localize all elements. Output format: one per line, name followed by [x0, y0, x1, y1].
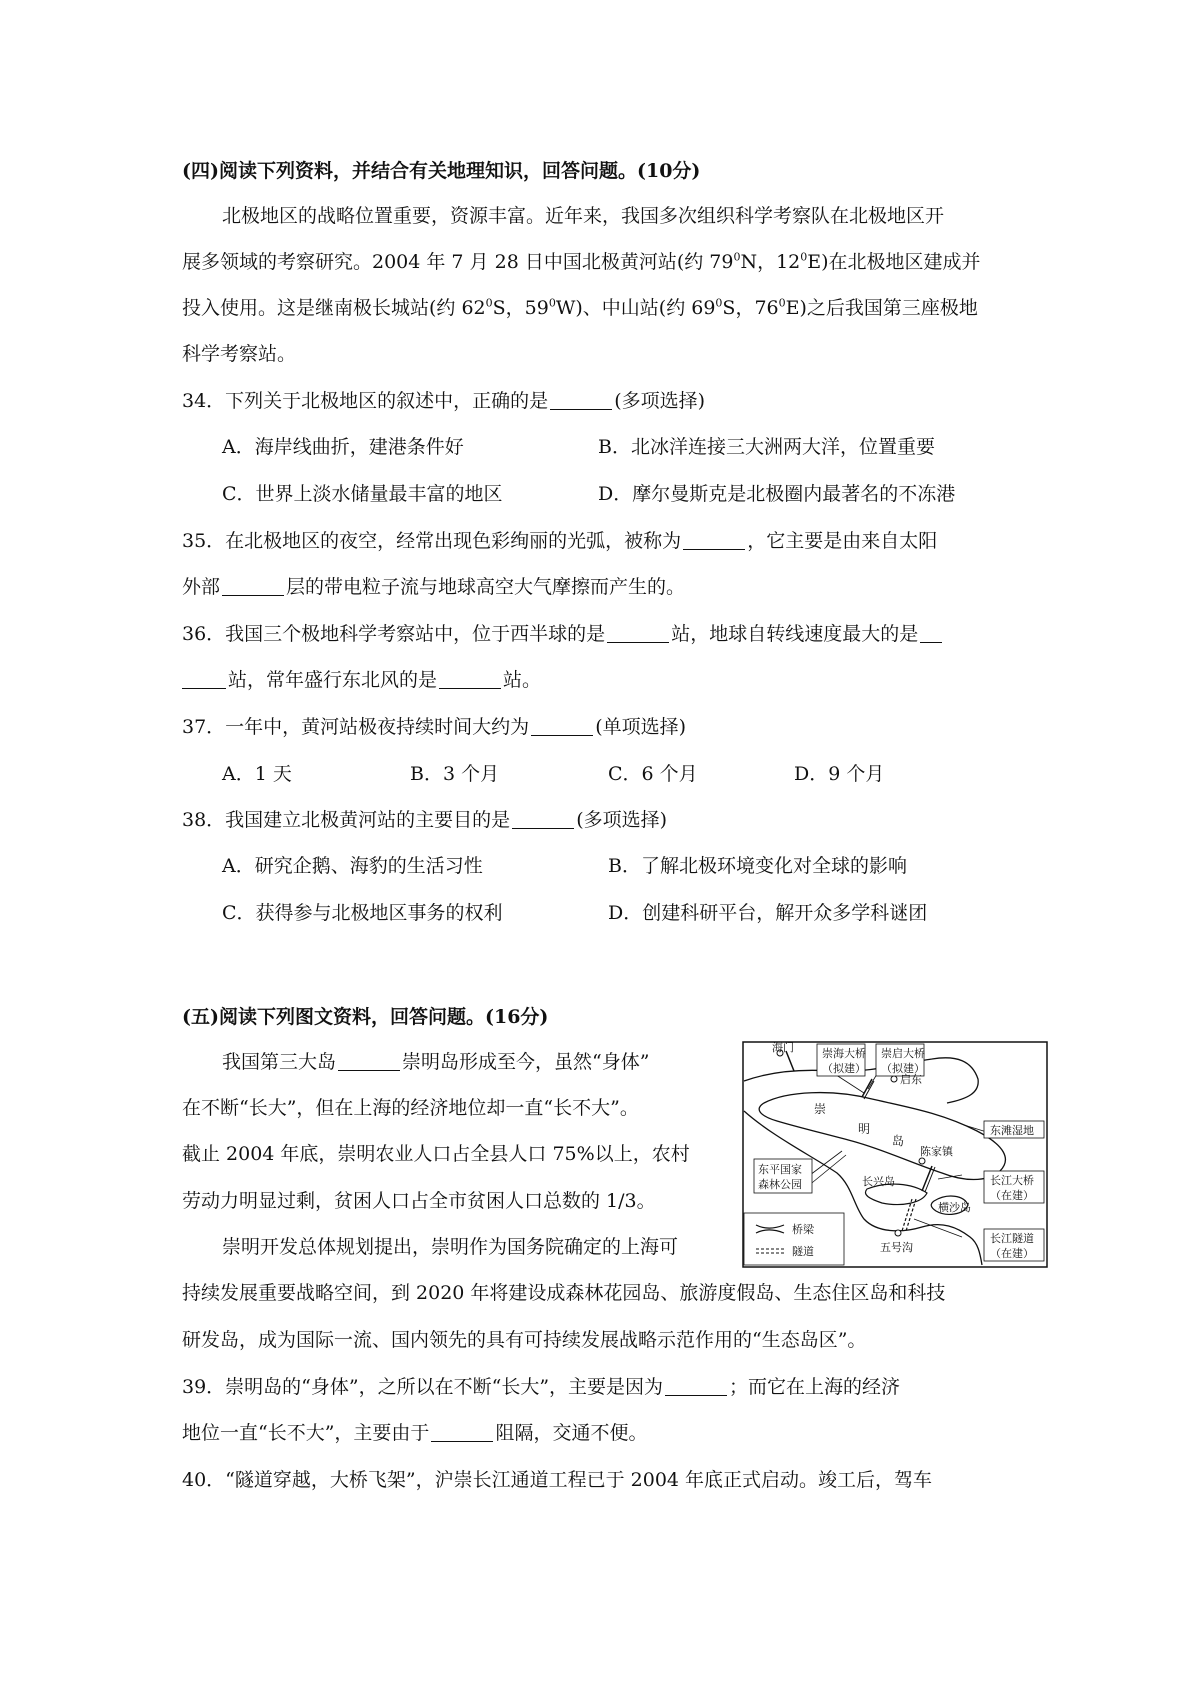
label-island-char3: 岛: [892, 1134, 905, 1148]
q34-stem: 34．下列关于北极地区的叙述中，正确的是 (多项选择): [182, 390, 706, 412]
label-changxing: 长兴岛: [862, 1175, 895, 1188]
answer-blank[interactable]: [920, 624, 942, 643]
section5-para2-line2: 持续发展重要战略空间，到 2020 年将建设成森林花园岛、旅游度假岛、生态住区岛和科技: [182, 1282, 946, 1304]
q39-line1: 39．崇明岛的“身体”，之所以在不断“长大”，主要是因为 ；而它在上海的经济: [182, 1376, 901, 1398]
label-dongping: 东平国家: [758, 1163, 802, 1176]
answer-blank[interactable]: [665, 1377, 727, 1396]
label-qidong: 启东: [900, 1073, 922, 1086]
section4-para-line3: 投入使用。这是继南极长城站(约 $62^0S$，$59^0W$)、中山站(约 $69^0S$，$76^0E$)之后我国第三座极地: [182, 296, 978, 319]
q37-option-d: D．9 个月: [794, 763, 885, 785]
section5-para1-line1: 我国第三大岛 崇明岛形成至今，虽然“身体”: [222, 1051, 650, 1073]
q38-option-a: A．研究企鹅、海豹的生活习性: [222, 855, 483, 877]
q34-option-c: C．世界上淡水储量最丰富的地区: [222, 483, 503, 505]
q37-stem: 37．一年中，黄河站极夜持续时间大约为 (单项选择): [182, 716, 687, 738]
chongming-map: [742, 1041, 1048, 1268]
section4-para-line1: 北极地区的战略位置重要，资源丰富。近年来，我国多次组织科学考察队在北极地区开: [222, 205, 945, 227]
qidong-marker: [891, 1076, 897, 1082]
section4-heading: (四)阅读下列资料，并结合有关地理知识，回答问题。(10分): [182, 160, 701, 182]
label-forest-park: 森林公园: [758, 1178, 802, 1191]
section5-para1-line2: 在不断“长大”，但在上海的经济地位却一直“长不大”。: [182, 1097, 639, 1119]
section5-para2-line1: 崇明开发总体规划提出，崇明作为国务院确定的上海可: [222, 1236, 679, 1258]
answer-blank-continued[interactable]: [182, 670, 226, 689]
answer-blank[interactable]: [439, 670, 501, 689]
label-hengsha: 横沙岛: [938, 1201, 971, 1214]
q36-line2: 站，常年盛行东北风的是 站。: [182, 666, 541, 694]
label-tunnel-under-construction: （在建）: [990, 1247, 1034, 1260]
q34-option-a: A．海岸线曲折，建港条件好: [222, 436, 464, 458]
label-haimen: 海门: [772, 1041, 794, 1054]
answer-blank[interactable]: [531, 717, 593, 736]
label-changjiang-bridge: 长江大桥: [990, 1174, 1034, 1187]
section5-heading: (五)阅读下列图文资料，回答问题。(16分): [182, 1006, 549, 1028]
q36-line1: 36．我国三个极地科学考察站中，位于西半球的是 站，地球自转线速度最大的是: [182, 620, 942, 648]
answer-blank[interactable]: [512, 810, 574, 829]
label-chonghai-planned: （拟建）: [822, 1062, 866, 1075]
legend-bridge-label: 桥梁: [792, 1223, 814, 1236]
answer-blank[interactable]: [550, 391, 612, 410]
section5-para2-line3: 研发岛，成为国际一流、国内领先的具有可持续发展战略示范作用的“生态岛区”。: [182, 1329, 867, 1351]
q37-option-b: B．3 个月: [410, 763, 500, 785]
q35-line2: 外部 层的带电粒子流与地球高空大气摩擦而产生的。: [182, 576, 686, 598]
section5-para1-line4: 劳动力明显过剩，贫困人口占全市贫困人口总数的 1/3。: [182, 1190, 656, 1212]
answer-blank[interactable]: [607, 624, 669, 643]
q37-option-c: C．6 个月: [608, 763, 698, 785]
section4-para-line4: 科学考察站。: [182, 343, 297, 365]
label-chonghai-bridge: 崇海大桥: [822, 1047, 866, 1060]
label-chongqi-bridge: 崇启大桥: [881, 1047, 925, 1060]
answer-blank[interactable]: [222, 577, 284, 596]
label-changjiang-tunnel: 长江隧道: [990, 1232, 1034, 1245]
chenjiazhen-marker: [919, 1158, 925, 1164]
q38-option-b: B．了解北极环境变化对全球的影响: [608, 855, 907, 877]
q34-option-b: B．北冰洋连接三大洲两大洋，位置重要: [598, 436, 935, 458]
q39-line2: 地位一直“长不大”，主要由于 阻隔，交通不便。: [182, 1422, 648, 1444]
q40-line1: 40．“隧道穿越，大桥飞架”，沪崇长江通道工程已于 2004 年底正式启动。竣工后，驾车: [182, 1469, 933, 1491]
label-island-char2: 明: [858, 1122, 871, 1136]
label-bridge-under-construction: （在建）: [990, 1189, 1034, 1202]
q38-option-c: C．获得参与北极地区事务的权利: [222, 902, 503, 924]
section5-para1-line3: 截止 2004 年底，崇明农业人口占全县人口 75%以上，农村: [182, 1143, 690, 1165]
q38-stem: 38．我国建立北极黄河站的主要目的是 (多项选择): [182, 809, 668, 831]
label-wuhaogou: 五号沟: [880, 1241, 913, 1254]
q38-option-d: D．创建科研平台，解开众多学科谜团: [608, 902, 928, 924]
q34-option-d: D．摩尔曼斯克是北极圈内最著名的不冻港: [598, 483, 956, 505]
wuhaogou-marker: [895, 1230, 901, 1236]
label-chenjiazhen: 陈家镇: [920, 1145, 953, 1158]
q35-line1: 35．在北极地区的夜空，经常出现色彩绚丽的光弧，被称为 ，它主要是由来自太阳: [182, 530, 938, 552]
legend-tunnel-label: 隧道: [792, 1245, 814, 1258]
label-dongtan: 东滩湿地: [990, 1124, 1034, 1137]
section4-para-line2: 展多领域的考察研究。2004 年 7 月 28 日中国北极黄河站(约 $79^0N$，$12^0E$)在北极地区建成并: [182, 250, 981, 273]
answer-blank[interactable]: [431, 1423, 493, 1442]
answer-blank[interactable]: [683, 531, 745, 550]
label-island-char1: 崇: [814, 1102, 827, 1116]
answer-blank[interactable]: [338, 1052, 400, 1071]
label-chongqi-planned: （拟建）: [881, 1062, 925, 1075]
q37-option-a: A．1 天: [222, 763, 292, 785]
